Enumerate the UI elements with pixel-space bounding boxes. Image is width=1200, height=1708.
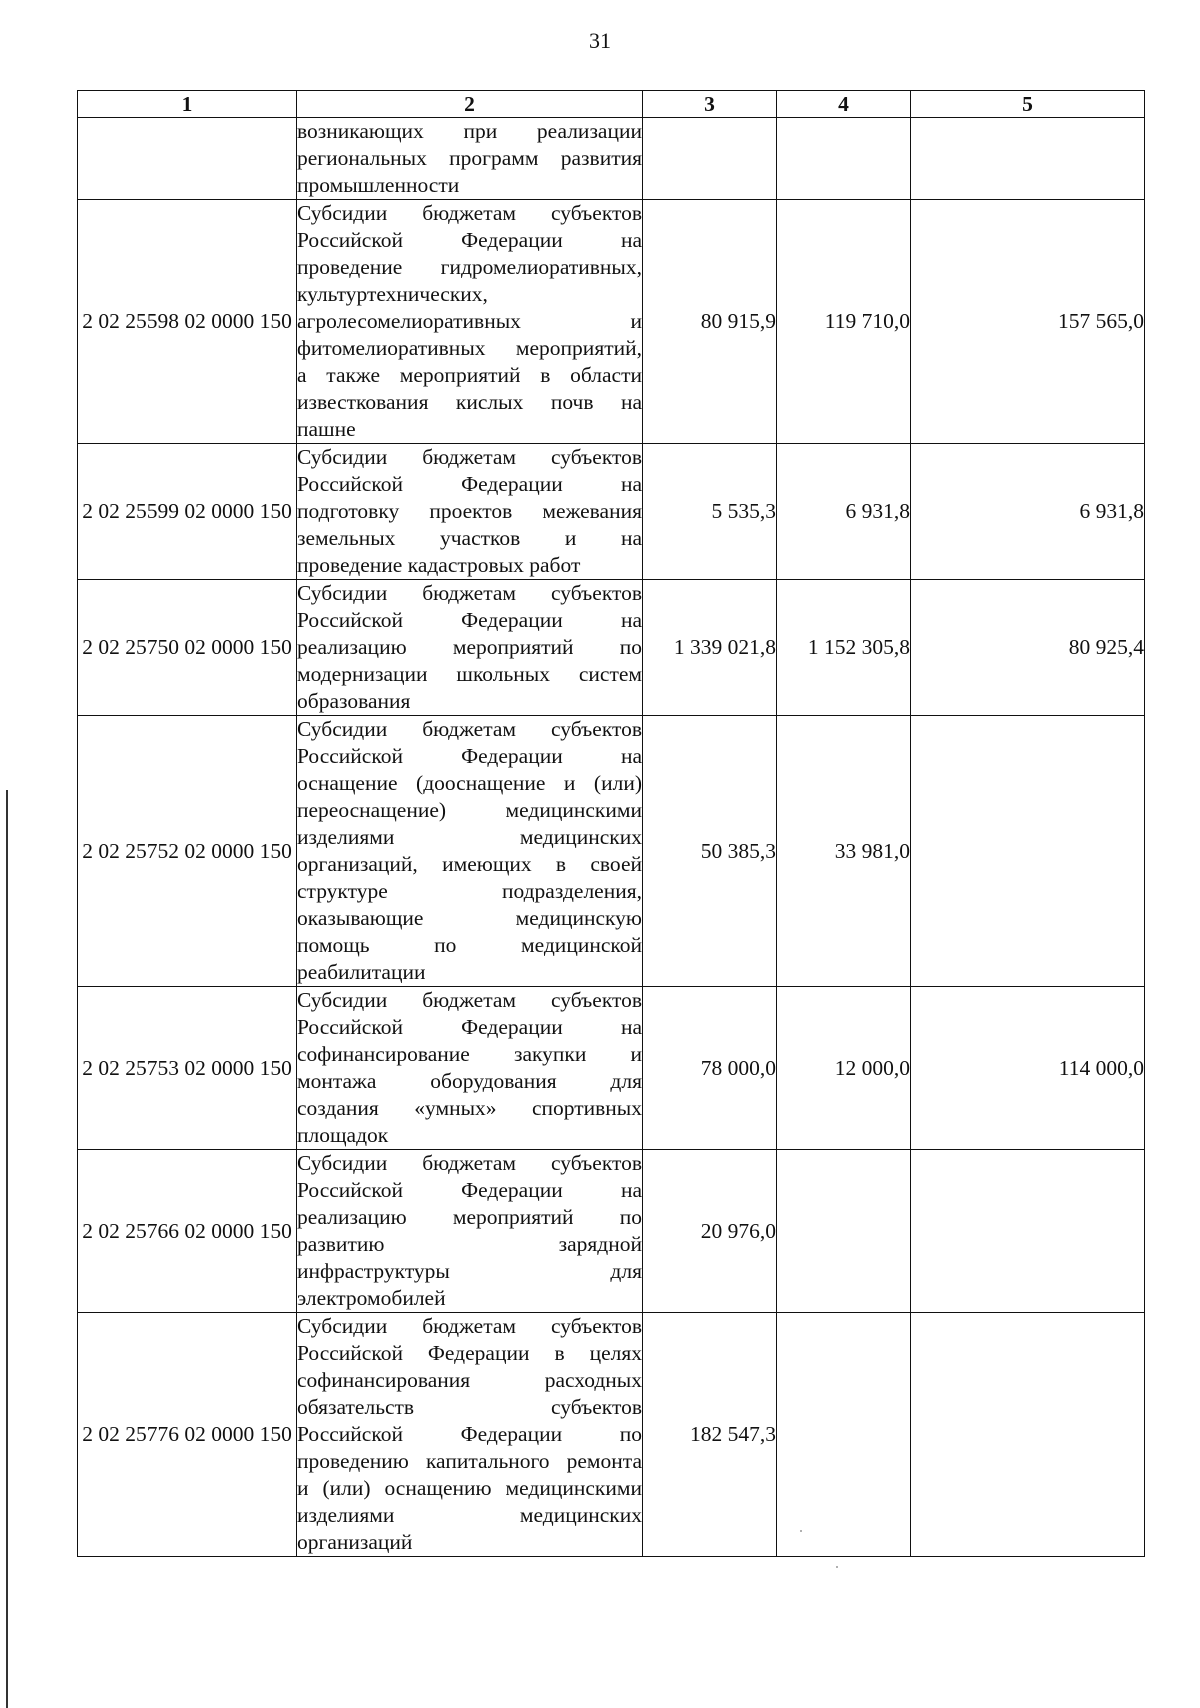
budget-code-cell: 2 02 25599 02 0000 150 [78, 444, 297, 580]
scan-page-edge [6, 790, 8, 1708]
amount-col4-cell: 119 710,0 [777, 200, 911, 444]
amount-col5-cell: 157 565,0 [911, 200, 1145, 444]
scan-speck [836, 1566, 838, 1568]
description-line: развитию зарядной [297, 1232, 642, 1256]
column-header-1: 1 [78, 91, 297, 118]
budget-code-cell: 2 02 25753 02 0000 150 [78, 987, 297, 1150]
amount-col5-cell [911, 716, 1145, 987]
description-line: переоснащение) медицинскими [297, 798, 642, 822]
description-line: Российской Федерации на [297, 1015, 642, 1039]
amount-col3-cell: 20 976,0 [643, 1150, 777, 1313]
amount-col5-cell: 6 931,8 [911, 444, 1145, 580]
description-line: возникающих при реализации [297, 119, 642, 143]
header-row [78, 91, 1145, 118]
description-line: земельных участков и на [297, 526, 642, 550]
description-cell [297, 118, 643, 200]
table-row [78, 118, 1145, 200]
budget-code-cell: 2 02 25766 02 0000 150 [78, 1150, 297, 1313]
description-line: монтажа оборудования для [297, 1069, 642, 1093]
description-line: а также мероприятий в области [297, 363, 642, 387]
description-line: создания «умных» спортивных [297, 1096, 642, 1120]
description-line: пашне [297, 417, 356, 441]
description-line: Субсидии бюджетам субъектов [297, 201, 642, 225]
amount-col3-cell: 1 339 021,8 [643, 580, 777, 716]
description-line: модернизации школьных систем [297, 662, 642, 686]
description-line: подготовку проектов межевания [297, 499, 642, 523]
budget-code-cell: 2 02 25750 02 0000 150 [78, 580, 297, 716]
description-line: Субсидии бюджетам субъектов [297, 581, 642, 605]
description-line: организаций [297, 1530, 413, 1554]
description-line: известкования кислых почв на [297, 390, 642, 414]
description-line: Субсидии бюджетам субъектов [297, 1314, 642, 1338]
budget-table [77, 90, 1145, 1557]
budget-code-cell: 2 02 25598 02 0000 150 [78, 200, 297, 444]
description-line: изделиями медицинских [297, 825, 642, 849]
table-row [78, 1150, 1145, 1313]
table-row [78, 987, 1145, 1150]
table-row [78, 716, 1145, 987]
page-number: 31 [589, 28, 611, 53]
description-line: образования [297, 689, 411, 713]
description-line: Субсидии бюджетам субъектов [297, 1151, 642, 1175]
description-line: организаций, имеющих в своей [297, 852, 642, 876]
description-line: площадок [297, 1123, 389, 1147]
amount-col3-cell: 50 385,3 [643, 716, 777, 987]
description-line: проведение кадастровых работ [297, 553, 581, 577]
description-line: культуртехнических, [297, 282, 488, 306]
description-line: Российской Федерации в целях [297, 1341, 642, 1365]
table-row [78, 580, 1145, 716]
description-cell [297, 1150, 643, 1313]
column-header-4: 4 [777, 91, 911, 118]
column-header-5: 5 [911, 91, 1145, 118]
budget-code-cell: 2 02 25776 02 0000 150 [78, 1313, 297, 1557]
amount-col5-cell: 80 925,4 [911, 580, 1145, 716]
amount-col4-cell [777, 1313, 911, 1557]
budget-code-cell: 2 02 25752 02 0000 150 [78, 716, 297, 987]
description-line: промышленности [297, 173, 460, 197]
budget-code-cell [78, 118, 297, 200]
amount-col5-cell: 114 000,0 [911, 987, 1145, 1150]
description-cell [297, 1313, 643, 1557]
description-cell [297, 716, 643, 987]
description-line: реализацию мероприятий по [297, 635, 642, 659]
description-cell [297, 200, 643, 444]
amount-col5-cell [911, 118, 1145, 200]
amount-col4-cell [777, 118, 911, 200]
description-cell [297, 580, 643, 716]
description-line: реабилитации [297, 960, 426, 984]
description-line: Российской Федерации на [297, 472, 642, 496]
description-line: и (или) оснащению медицинскими [297, 1476, 642, 1500]
amount-col3-cell: 78 000,0 [643, 987, 777, 1150]
description-line: проведению капитального ремонта [297, 1449, 642, 1473]
column-header-2: 2 [297, 91, 643, 118]
description-line: фитомелиоративных мероприятий, [297, 336, 642, 360]
amount-col5-cell [911, 1313, 1145, 1557]
description-line: оказывающие медицинскую [297, 906, 642, 930]
description-line: помощь по медицинской [297, 933, 642, 957]
description-line: Российской Федерации на [297, 608, 642, 632]
amount-col4-cell: 33 981,0 [777, 716, 911, 987]
description-line: региональных программ развития [297, 146, 642, 170]
description-line: электромобилей [297, 1286, 446, 1310]
description-line: обязательств субъектов [297, 1395, 642, 1419]
amount-col3-cell: 80 915,9 [643, 200, 777, 444]
description-line: софинансирования расходных [297, 1368, 642, 1392]
table-row [78, 1313, 1145, 1557]
amount-col4-cell: 6 931,8 [777, 444, 911, 580]
description-line: Субсидии бюджетам субъектов [297, 717, 642, 741]
description-line: Российской Федерации на [297, 1178, 642, 1202]
description-line: инфраструктуры для [297, 1259, 642, 1283]
description-line: проведение гидромелиоративных, [297, 255, 642, 279]
description-cell [297, 444, 643, 580]
description-line: Российской Федерации по [297, 1422, 642, 1446]
description-line: оснащение (дооснащение и (или) [297, 771, 642, 795]
description-line: софинансирование закупки и [297, 1042, 642, 1066]
amount-col3-cell [643, 118, 777, 200]
description-line: реализацию мероприятий по [297, 1205, 642, 1229]
table-row [78, 444, 1145, 580]
amount-col3-cell: 5 535,3 [643, 444, 777, 580]
table-body [78, 118, 1145, 1557]
table-header [78, 91, 1145, 118]
amount-col4-cell: 12 000,0 [777, 987, 911, 1150]
description-line: Субсидии бюджетам субъектов [297, 988, 642, 1012]
description-line: структуре подразделения, [297, 879, 642, 903]
description-line: изделиями медицинских [297, 1503, 642, 1527]
description-line: агролесомелиоративных и [297, 309, 642, 333]
column-header-3: 3 [643, 91, 777, 118]
amount-col3-cell: 182 547,3 [643, 1313, 777, 1557]
table-row [78, 200, 1145, 444]
amount-col5-cell [911, 1150, 1145, 1313]
description-line: Российской Федерации на [297, 228, 642, 252]
description-line: Субсидии бюджетам субъектов [297, 445, 642, 469]
description-line: Российской Федерации на [297, 744, 642, 768]
amount-col4-cell [777, 1150, 911, 1313]
amount-col4-cell: 1 152 305,8 [777, 580, 911, 716]
description-cell [297, 987, 643, 1150]
